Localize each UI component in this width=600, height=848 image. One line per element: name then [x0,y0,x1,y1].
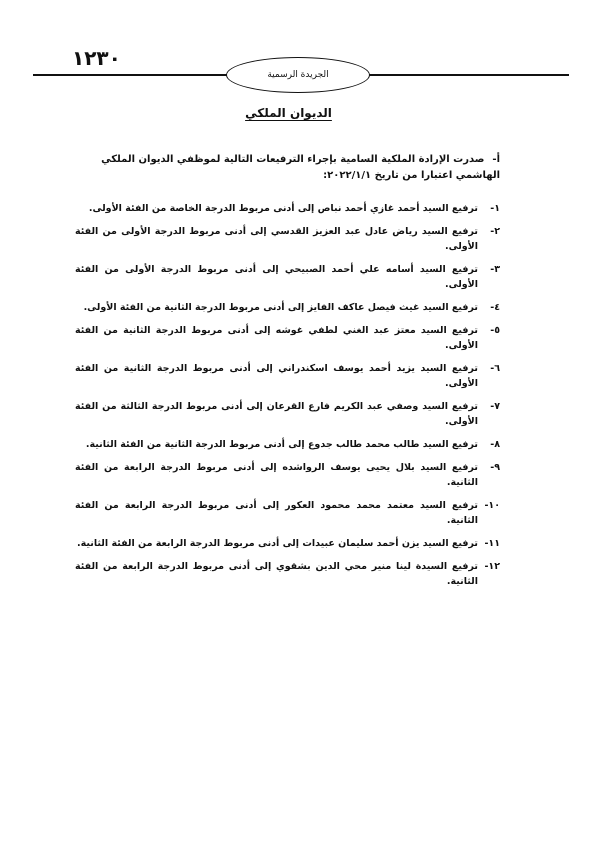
item-number: ١- [490,203,500,214]
item-text: ترفيع السيد يزن أحمد سليمان عبيدات إلى أدنى مربوط الدرجة الرابعة من الفئة الثانية. [77,538,478,549]
intro-paragraph [60,152,500,184]
item-text: ترفيع السيد معتمد محمد محمود العكور إلى أدنى مربوط الدرجة الرابعة من الفئة الثانية. [75,500,478,526]
item-number: ٧- [490,401,500,412]
item-number: ٣- [490,264,500,275]
list-item [75,323,500,353]
list-item [75,361,500,391]
page-number: ١٢٣٠ [72,46,121,70]
section-title-text: الديوان الملكي [245,106,332,120]
item-text: ترفيع السيد بلال يحيى يوسف الرواشده إلى أدنى مربوط الدرجة الرابعة من الفئة الثانية. [75,462,478,488]
gazette-name: الجريدة الرسمية [267,70,329,80]
item-text: ترفيع السيد غيث فيصل عاكف الفايز إلى أدنى مربوط الدرجة الثانية من الفئة الأولى. [83,302,478,313]
item-number: ١١- [484,538,500,549]
item-number: ٥- [490,325,500,336]
section-title [0,106,569,120]
item-number: ٦- [490,363,500,374]
item-number: ٤- [490,302,500,313]
promotions-list [75,201,500,597]
item-text: ترفيع السيد رياض عادل عبد العزيز القدسي إلى أدنى مربوط الدرجة الأولى من الفئة الأولى. [75,226,478,252]
intro-letter: أ- [492,154,500,165]
item-text: ترفيع السيد وصفي عبد الكريم فارع القرعان إلى أدنى مربوط الدرجة الثالثة من الفئة الأولى. [75,401,478,427]
list-item [75,399,500,429]
item-number: ٩- [490,462,500,473]
list-item [75,262,500,292]
list-item [75,300,500,315]
item-text: ترفيع السيدة لينا منير محي الدين بشقوي إلى أدنى مربوط الدرجة الرابعة من الفئة الثانية. [75,561,478,587]
item-text: ترفيع السيد يزيد أحمد يوسف اسكندراني إلى أدنى مربوط الدرجة الثانية من الفئة الأولى. [75,363,478,389]
item-number: ٨- [490,439,500,450]
item-text: ترفيع السيد معتز عبد الغني لطفي غوشه إلى أدنى مربوط الدرجة الثانية من الفئة الأولى. [75,325,478,351]
list-item [75,224,500,254]
intro-text: صدرت الإرادة الملكية السامية بإجراء الترفيعات التالية لموظفي الديوان الملكي الهاشمي اعتبارا من تاريخ ٢٠٢٢/١/١: [101,154,500,181]
list-item [75,460,500,490]
item-number: ١٠- [484,500,500,511]
item-number: ٢- [490,226,500,237]
gazette-name-oval [226,57,370,93]
item-text: ترفيع السيد طالب محمد طالب جدوع إلى أدنى مربوط الدرجة الثانية من الفئة الثانية. [85,439,478,450]
list-item [75,437,500,452]
item-number: ١٢- [484,561,500,572]
item-text: ترفيع السيد أسامه علي أحمد الصبيحي إلى أدنى مربوط الدرجة الأولى من الفئة الأولى. [75,264,478,290]
list-item [75,536,500,551]
list-item [75,201,500,216]
list-item [75,559,500,589]
list-item [75,498,500,528]
item-text: ترفيع السيد أحمد غازي أحمد نباص إلى أدنى مربوط الدرجة الخاصة من الفئة الأولى. [88,203,478,214]
